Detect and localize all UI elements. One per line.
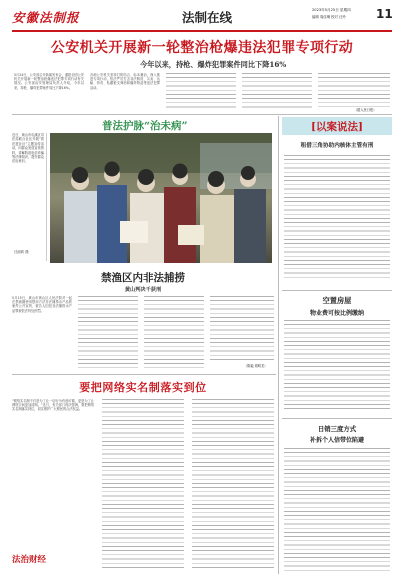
side-text-column <box>284 155 390 281</box>
side-story-headline: 空置房屋 <box>322 296 352 305</box>
date-line: 2023年5月25日 星期四 <box>312 8 351 12</box>
story-text-column <box>210 296 274 362</box>
side-story-subheadline: 物业费可按比例缴纳 <box>309 310 364 317</box>
divider <box>282 418 392 419</box>
lead-byline: （据人民日报） <box>354 108 377 112</box>
page-number: 11 <box>376 7 393 21</box>
photo-credit: 汪丽莉 摄 <box>14 250 29 254</box>
story-body: “网络实名制不仅是为了让一切行为有迹可循，更是为了让网络空间更加清朗。”近日，有关部门再次强调，要把网络实名制落实到位，切实维护广大网民的合法权益。 <box>12 399 94 412</box>
lead-text-column <box>166 73 236 111</box>
editor-line: 编辑 周佳琳 校对 汪玲 <box>312 15 346 19</box>
side-column-heading: 租借三角协助内核体主管有刑 <box>300 143 374 149</box>
side-text-column <box>284 448 390 572</box>
side-box <box>282 117 392 283</box>
side-box-title: [以案说法] <box>311 121 363 133</box>
lead-text-column <box>242 73 312 111</box>
story-text-column <box>192 399 274 571</box>
feature-photo <box>50 133 272 263</box>
lead-body <box>14 73 390 111</box>
photo-feature <box>12 117 274 265</box>
story-text-column <box>78 296 138 370</box>
section-title: 法制在线 <box>182 10 233 25</box>
story-text-column <box>102 399 184 571</box>
side-story-subheadline: 补拆个人信带位陷避 <box>309 437 364 444</box>
side-box-header <box>282 117 392 135</box>
story-internet <box>12 377 274 575</box>
story-text-column <box>144 296 204 370</box>
story-headline: 要把网络实名制落实到位 <box>79 381 207 394</box>
lead-subheadline: 今年以来，持枪、爆炸犯罪案件同比下降16% <box>140 60 287 69</box>
side-story-headline: 日销三度方式 <box>317 425 357 433</box>
feature-title: 普法护脉“治未病” <box>102 120 188 132</box>
feature-caption-box <box>12 133 47 261</box>
lead-paragraph: 各地公安机关坚持打防结合、标本兼治，深入推进专项行动，依法严厉打击非法制造、买卖、运输、持有、私藏枪支弹药和爆炸物品等违法犯罪活动。 <box>90 73 160 90</box>
side-text-column <box>284 320 390 412</box>
story-fishing <box>12 268 274 372</box>
column-divider <box>278 116 279 574</box>
story-subheadline: 黄山判决千获刑 <box>124 287 162 293</box>
lead-text-column <box>318 73 390 107</box>
masthead <box>12 6 392 32</box>
side-story-property <box>282 294 392 414</box>
story-headline: 禁渔区内非法捕捞 <box>101 272 185 284</box>
side-story-privacy <box>282 422 392 574</box>
lead-paragraph: 5月24日，公安部召开新闻发布会，通报全国公安机关开展新一轮整治枪爆违法犯罪专项行动有关情况。公安部治安管理局负责人介绍，今年以来，持枪、爆炸犯罪案件同比下降16%。 <box>14 73 84 90</box>
feature-caption: 近日，黄山市屯溪区司法局联合社区开展“普法进社区”主题宣传活动，向群众发放宣传资料，讲解防范电信诈骗等法律知识，提升群众法治意识。 <box>12 133 44 164</box>
lead-headline: 公安机关开展新一轮整治枪爆违法犯罪专项行动 <box>50 40 354 56</box>
masthead-rule <box>12 30 392 32</box>
story-body: 5月15日，黄山市黄山区人民法院对一起在禁渔期使用禁用方法非法捕捞水产品的案件公开宣判，被告人因犯非法捕捞水产品罪被依法判处刑罚。 <box>12 296 72 313</box>
divider <box>282 290 392 291</box>
story-byline: （陈毅 胡明龙） <box>244 364 268 368</box>
divider <box>12 374 276 375</box>
divider <box>12 114 392 115</box>
footer-logo: 法治财经 <box>12 555 47 565</box>
masthead-logo: 安徽法制报 <box>12 10 80 25</box>
